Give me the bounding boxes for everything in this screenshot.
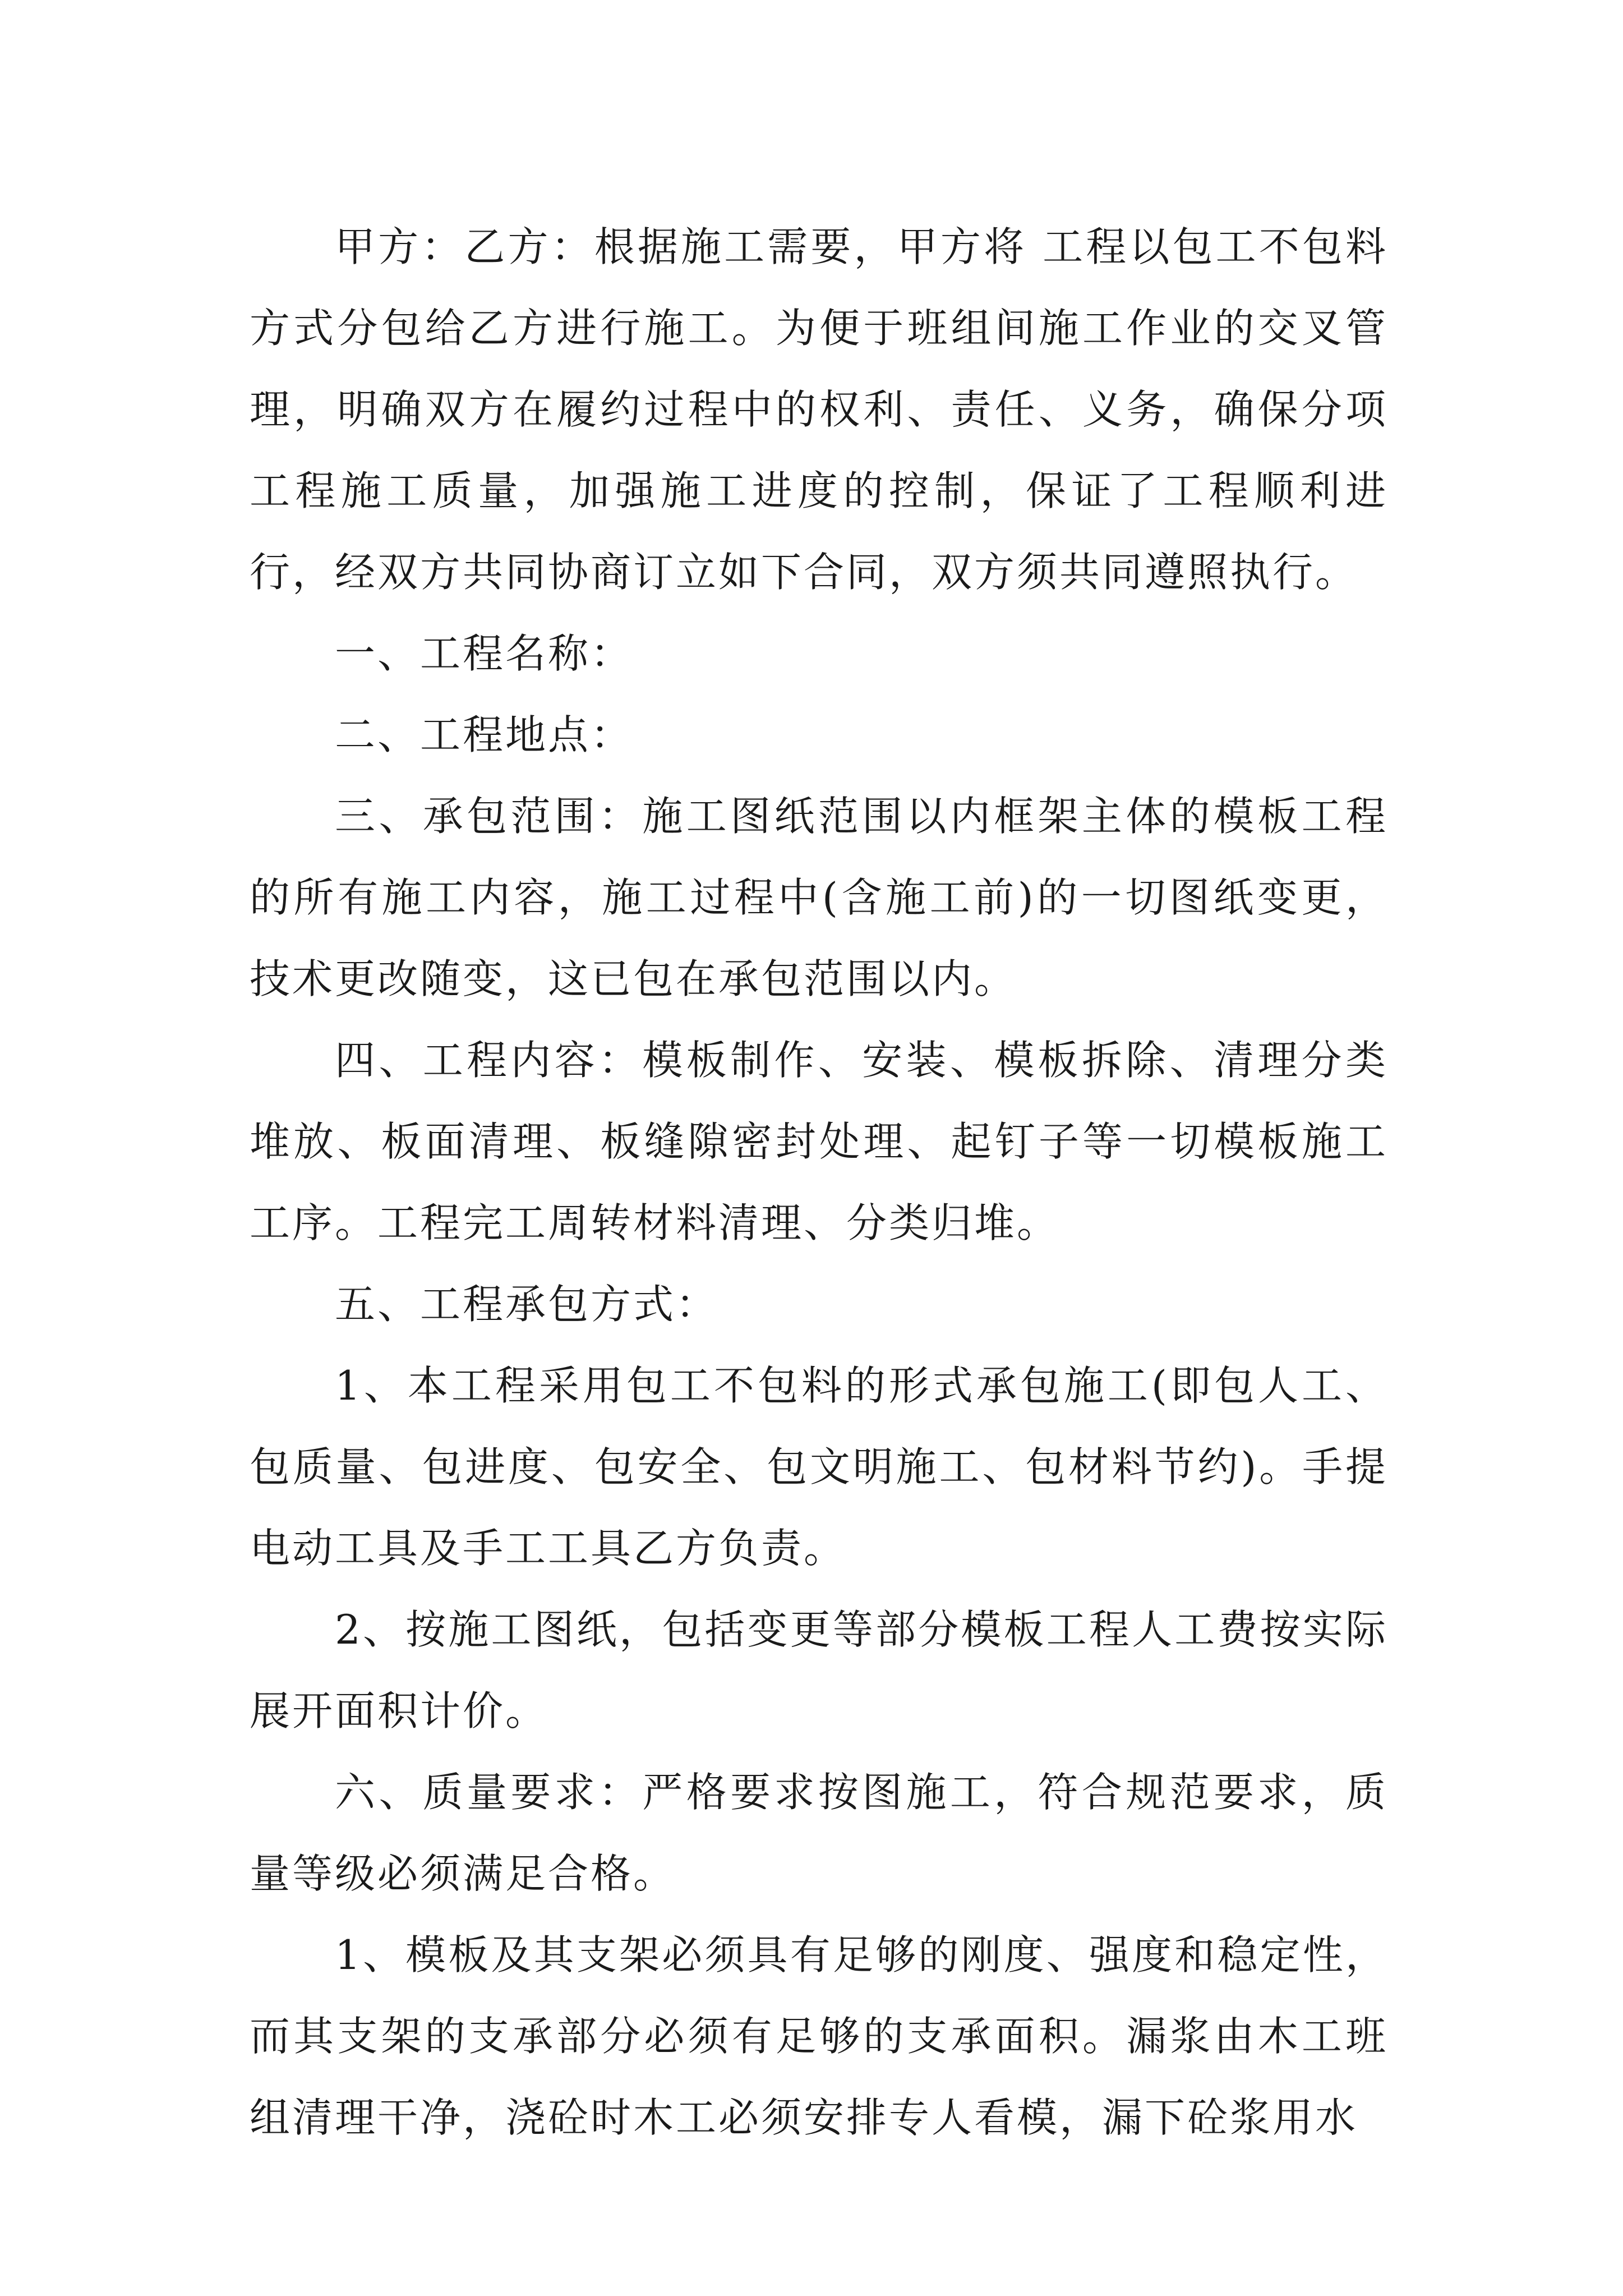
paragraph-contract-scope: 三、承包范围：施工图纸范围以内框架主体的模板工程的所有施工内容，施工过程中(含施工前)的一切图纸变更，技术更改随变，这已包在承包范围以内。 (250, 793, 1388, 1002)
paragraph-contract-method: 五、工程承包方式： (335, 1281, 719, 1328)
paragraph-project-location: 二、工程地点： (335, 711, 634, 758)
paragraph-project-name: 一、工程名称： (335, 630, 634, 677)
paragraph-intro: 甲方：乙方：根据施工需要，甲方将 工程以包工不包料方式分包给乙方进行施工。为便于班组间施工作业的交叉管理，明确双方在履约过程中的权利、责任、义务，确保分项工程施工质量，加强施工进度的控制，保证了工程顺利进行，经双方共同协商订立如下合同，双方须共同遵照执行。 (250, 223, 1388, 596)
paragraph-quality-item-1: 1、模板及其支架必须具有足够的刚度、强度和稳定性，而其支架的支承部分必须有足够的支承面积。漏浆由木工班组清理干净，浇砼时木工必须安排专人看模，漏下砼浆用水 (250, 1931, 1388, 2141)
paragraph-method-item-2: 2、按施工图纸，包括变更等部分模板工程人工费按实际展开面积计价。 (250, 1606, 1388, 1734)
document-body (250, 206, 1388, 2159)
paragraph-project-content: 四、工程内容：模板制作、安装、模板拆除、清理分类堆放、板面清理、板缝隙密封处理、起钉子等一切模板施工工序。工程完工周转材料清理、分类归堆。 (250, 1037, 1388, 1246)
paragraph-method-item-1: 1、本工程采用包工不包料的形式承包施工(即包人工、包质量、包进度、包安全、包文明施工、包材料节约)。手提电动工具及手工工具乙方负责。 (250, 1362, 1388, 1572)
paragraph-quality-requirements: 六、质量要求：严格要求按图施工，符合规范要求，质量等级必须满足合格。 (250, 1769, 1388, 1897)
